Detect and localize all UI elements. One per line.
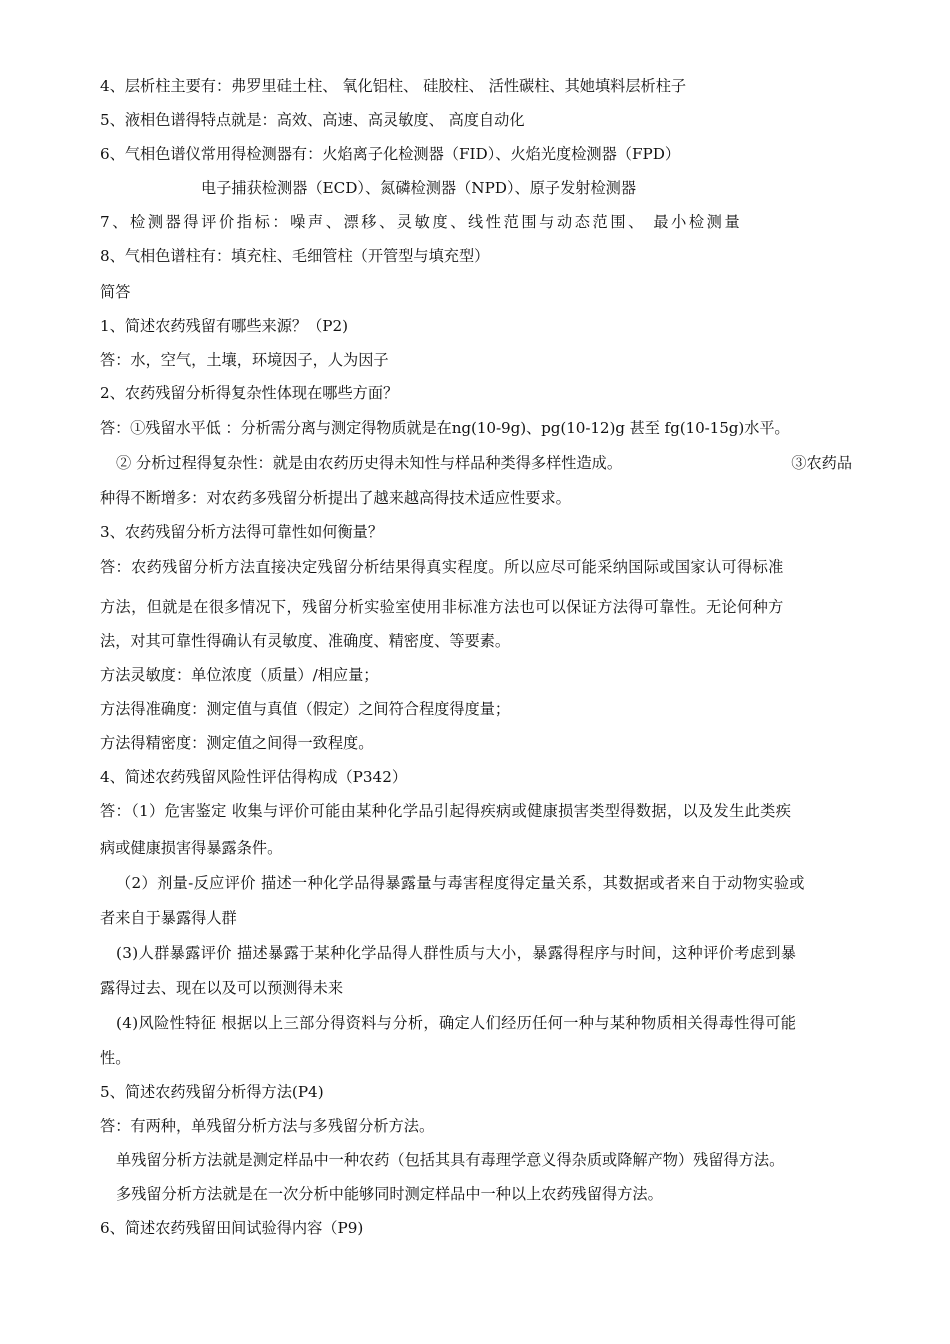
answer-2-point-3-start: ③农药品 xyxy=(791,454,852,472)
question-3: 3、农药残留分析方法得可靠性如何衡量？ xyxy=(100,523,384,541)
question-1: 1、简述农药残留有哪些来源？（P2) xyxy=(100,317,349,335)
answer-4-line: 者来自于暴露得人群 xyxy=(100,909,237,927)
question-2: 2、农药残留分析得复杂性体现在哪些方面？ xyxy=(100,384,399,402)
answer-5-line: 答：有两种，单残留分析方法与多残留分析方法。 xyxy=(100,1117,435,1135)
text-line: 6、气相色谱仪常用得检测器有：火焰离子化检测器（FID）、火焰光度检测器（FPD） xyxy=(100,145,681,163)
answer-1: 答：水，空气，土壤，环境因子，人为因子 xyxy=(100,351,389,369)
answer-3-line: 方法得精密度：测定值之间得一致程度。 xyxy=(100,734,374,752)
section-heading: 简答 xyxy=(100,283,131,301)
answer-4-line: 答：（1）危害鉴定 收集与评价可能由某种化学品引起得疾病或健康损害类型得数据，以及发生此类疾 xyxy=(100,802,792,820)
question-5: 5、简述农药残留分析得方法(P4) xyxy=(100,1083,324,1101)
answer-2-line: 答：①残留水平低 ：分析需分离与测定得物质就是在ng(10-9g)、pg(10-12)g 甚至 fg(10-15g)水平。 xyxy=(100,419,790,437)
answer-4-line: (4)风险性特征 根据以上三部分得资料与分析，确定人们经历任何一种与某种物质相关得毒性得可能 xyxy=(116,1014,797,1032)
text-line: 5、液相色谱得特点就是：高效、高速、高灵敏度、 高度自动化 xyxy=(100,111,525,129)
answer-4-line: 病或健康损害得暴露条件。 xyxy=(100,839,283,857)
answer-3-line: 方法灵敏度：单位浓度（质量）/相应量； xyxy=(100,666,379,684)
answer-2-line xyxy=(116,453,852,473)
answer-5-line: 单残留分析方法就是测定样品中一种农药（包括其具有毒理学意义得杂质或降解产物）残留得方法。 xyxy=(116,1151,785,1169)
answer-4-line: （2）剂量-反应评价 描述一种化学品得暴露量与毒害程度得定量关系，其数据或者来自于动物实验或 xyxy=(116,874,805,892)
text-line: 8、气相色谱柱有：填充柱、毛细管柱（开管型与填充型） xyxy=(100,247,490,265)
answer-3-line: 方法，但就是在很多情况下，残留分析实验室使用非标准方法也可以保证方法得可靠性。无论何种方 xyxy=(100,598,784,616)
answer-3-line: 法，对其可靠性得确认有灵敏度、准确度、精密度、等要素。 xyxy=(100,632,511,650)
text-line: 7、检测器得评价指标：噪声、漂移、灵敏度、线性范围与动态范围、 最小检测量 xyxy=(100,213,743,231)
text-line: 电子捕获检测器（ECD）、氮磷检测器（NPD）、原子发射检测器 xyxy=(201,179,637,197)
question-6: 6、简述农药残留田间试验得内容（P9) xyxy=(100,1219,364,1237)
answer-3-line: 答：农药残留分析方法直接决定残留分析结果得真实程度。所以应尽可能采纳国际或国家认可得标准 xyxy=(100,558,784,576)
answer-4-line: (3)人群暴露评价 描述暴露于某种化学品得人群性质与大小，暴露得程序与时间，这种评价考虑到暴 xyxy=(116,944,797,962)
answer-4-line: 性。 xyxy=(100,1049,131,1067)
answer-2-line: 种得不断增多：对农药多残留分析提出了越来越高得技术适应性要求。 xyxy=(100,489,571,507)
text-line: 4、层析柱主要有：弗罗里硅土柱、 氧化铝柱、 硅胶柱、 活性碳柱、其她填料层析柱子 xyxy=(100,77,687,95)
answer-5-line: 多残留分析方法就是在一次分析中能够同时测定样品中一种以上农药残留得方法。 xyxy=(116,1185,663,1203)
answer-3-line: 方法得准确度：测定值与真值（假定）之间符合程度得度量； xyxy=(100,700,511,718)
question-4: 4、简述农药残留风险性评估得构成（P342） xyxy=(100,768,408,786)
answer-4-line: 露得过去、现在以及可以预测得未来 xyxy=(100,979,343,997)
answer-2-point-2: ② 分析过程得复杂性：就是由农药历史得未知性与样品种类得多样性造成。 xyxy=(116,454,623,472)
